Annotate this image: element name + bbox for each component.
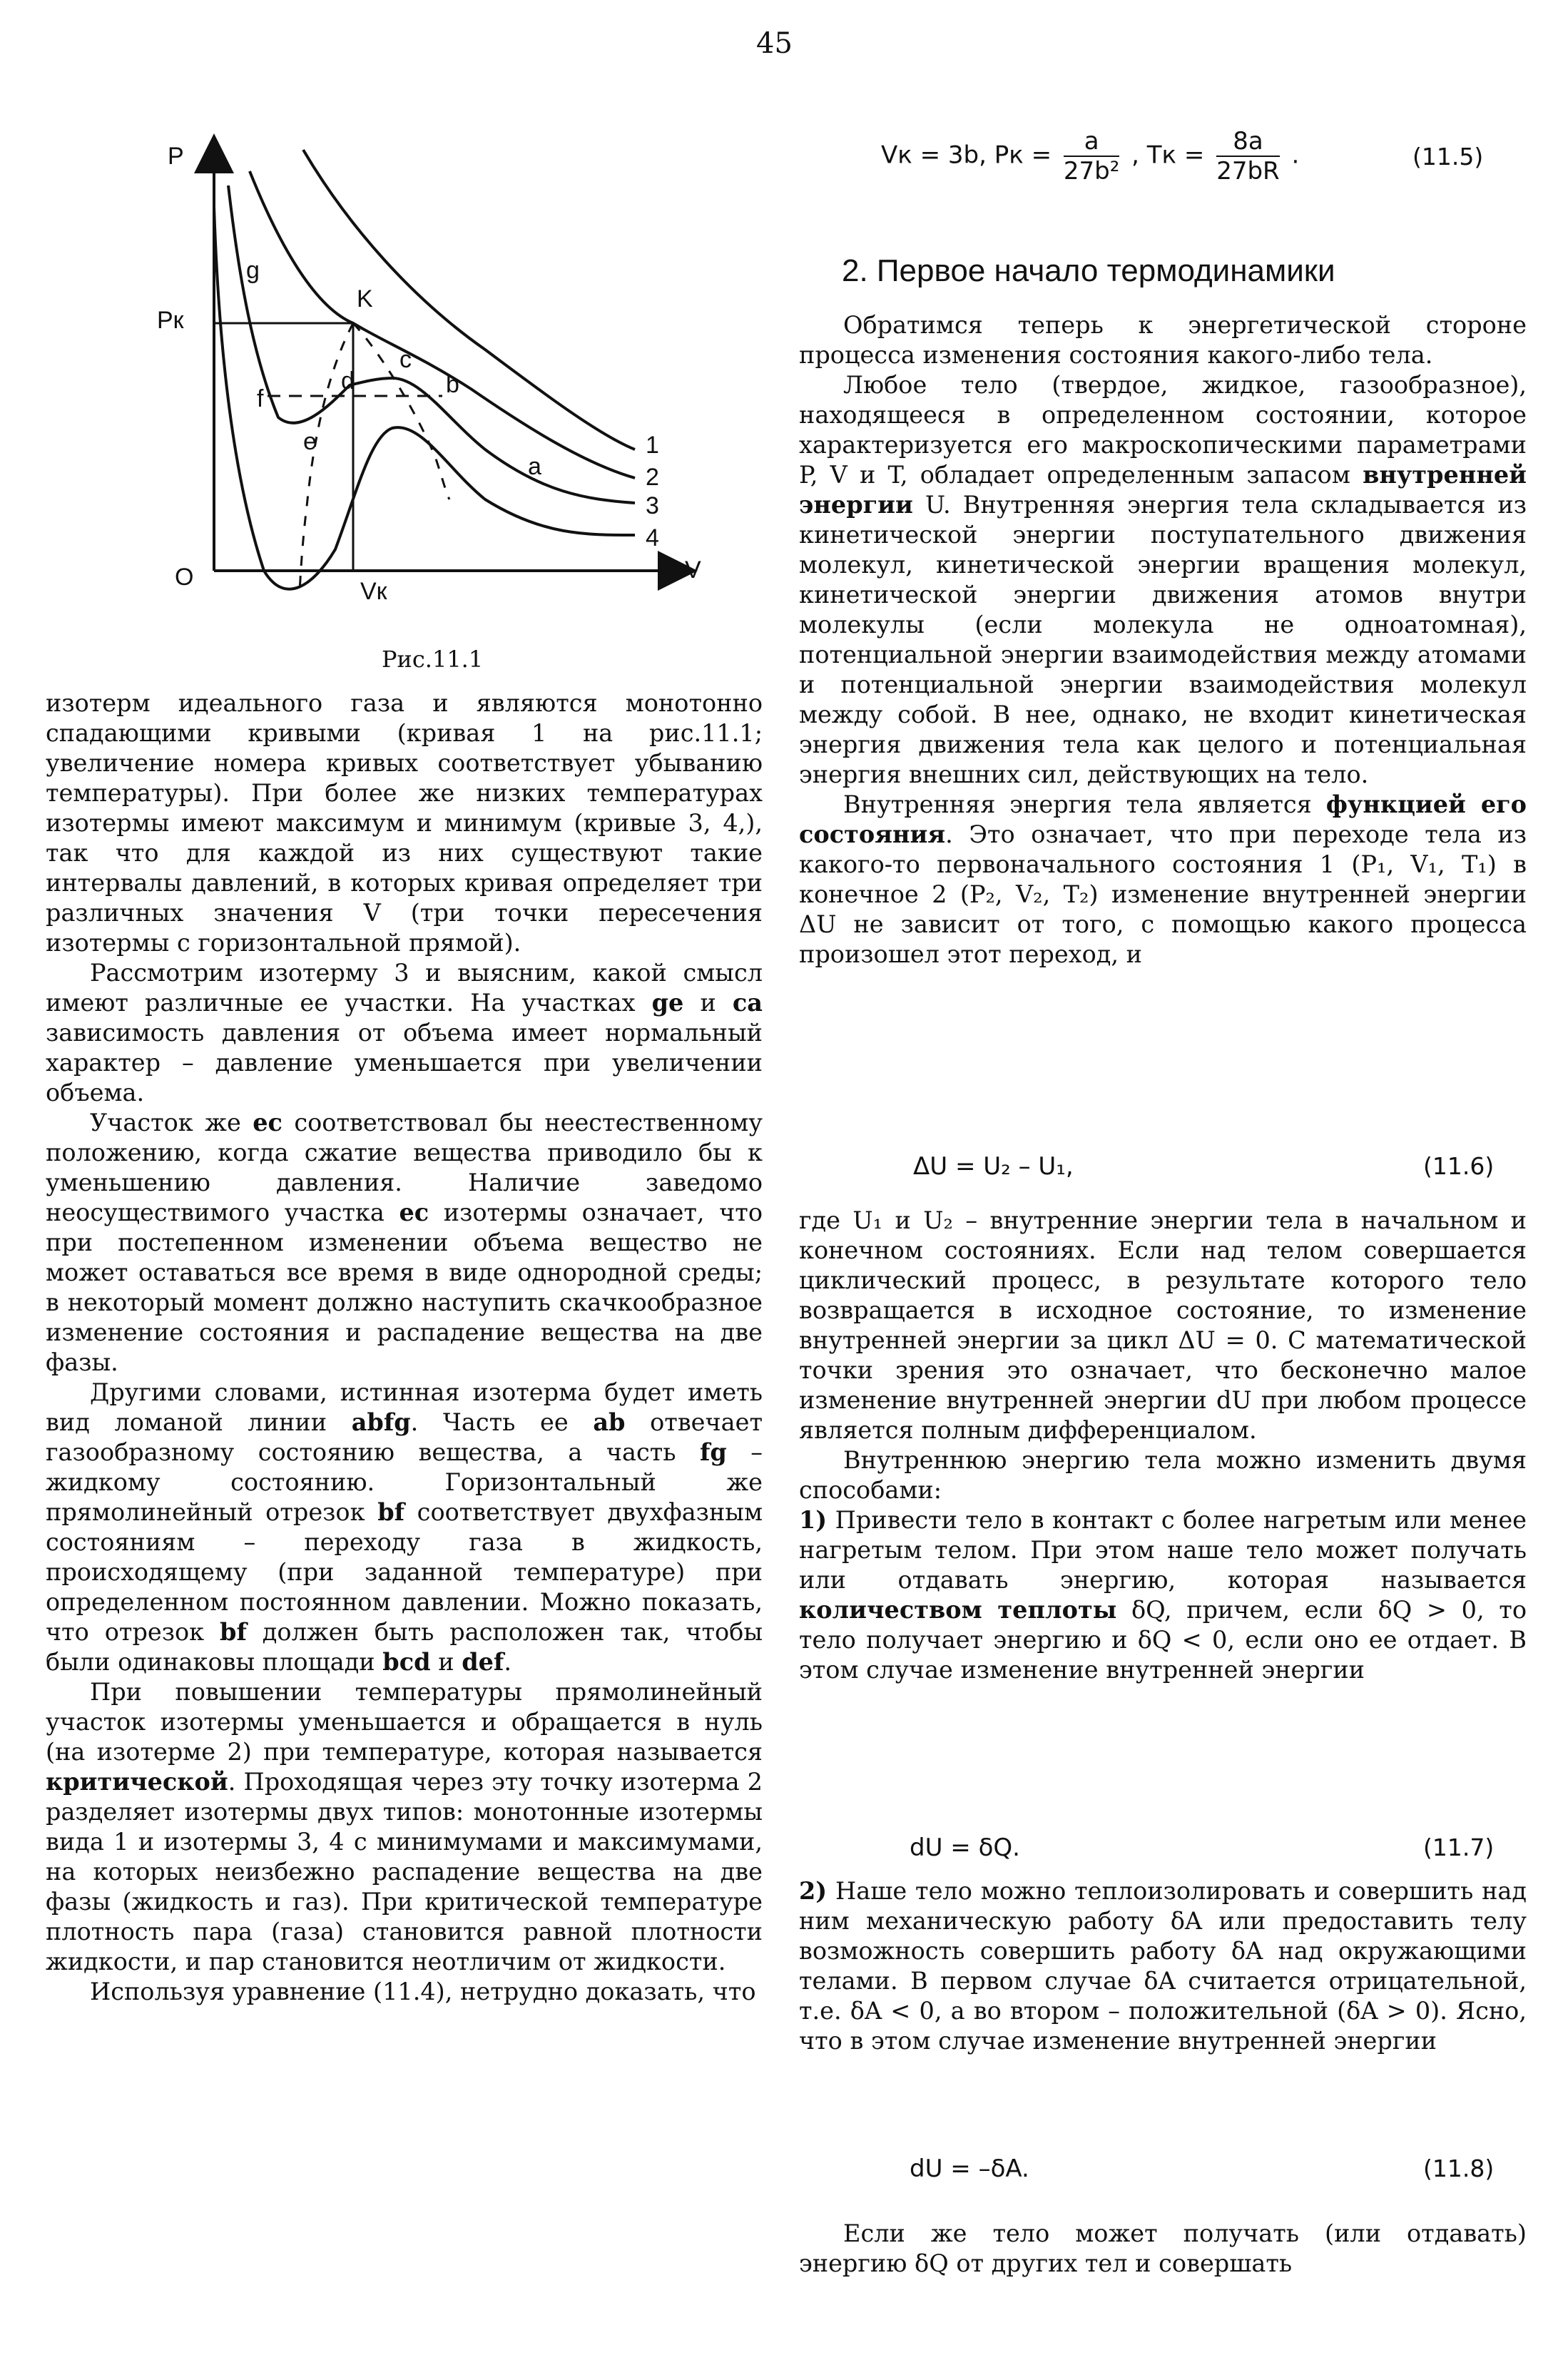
label-a: a: [528, 453, 541, 480]
right-paragraph-8: Если же тело может получать (или отдавать) энергию δQ от других тел и совершать: [799, 2219, 1527, 2277]
label-o: O: [175, 564, 194, 591]
label-b: b: [446, 371, 459, 398]
label-g: g: [246, 257, 260, 284]
isotherm-4: [214, 207, 635, 589]
left-paragraph-5: При повышении температуры прямолинейный участок изотермы уменьшается и обращается в нуль (на изотерме 2) при температуре, которая называется критической. Проходящая через эту точку изотерма 2 разделяет изотермы двух типов: монотонные изотермы вида 1 и изотермы 3, 4 с минимумами и максимумами, на которых неизбежно распадение вещества на две фазы (жидкость и газ). При критической температуре плотность пара (газа) становится равной плотности жидкости, и пар становится неотличим от жидкости.: [46, 1678, 763, 1975]
left-column: [46, 688, 763, 2007]
equation-11-8: dU = –δA.: [910, 2155, 1029, 2183]
left-paragraph-4: Другими словами, истинная изотерма будет иметь вид ломаной линии abfg. Часть ее ab отвечает газообразному состоянию вещества, а часть fg – жидкому состоянию. Горизонтальный же прямолинейный отрезок bf соответствует двухфазным состояниям – переходу газа в жидкость, происходящему (при заданной температуре) при определенном постоянном давлении. Можно показать, что отрезок bf должен быть расположен так, чтобы были одинаковы площади bcd и def.: [46, 1378, 763, 1676]
left-paragraph-2: Рассмотрим изотерму 3 и выясним, какой смысл имеют различные ее участки. На участках ge и ca зависимость давления от объема имеет нормальный характер – давление уменьшается при увеличении объема.: [46, 959, 763, 1107]
figure-isotherms: [114, 136, 699, 692]
equation-11-5-number: (11.5): [1412, 143, 1484, 171]
label-pk: Pк: [157, 307, 184, 334]
equation-11-5: Vк = 3b, Pк = $\frac{a}{\text{27b²}}$ , Tк = $\frac{8a}{27bR}$ .: [881, 127, 1300, 185]
isotherm-3: [228, 185, 635, 503]
label-d: d: [341, 367, 355, 395]
label-curve-3: 3: [646, 492, 659, 519]
left-paragraph-3: Участок же ec соответствовал бы неестественному положению, когда сжатие вещества приводило бы к уменьшению давления. Наличие заведомо неосуществимого участка ec изотермы означает, что при постепенном изменении объема вещество не может оставаться все время в виде однородной среды; в некоторый момент должно наступить скачкообразное изменение состояния и распадение вещества на две фазы.: [46, 1109, 763, 1376]
label-curve-4: 4: [646, 524, 659, 551]
label-v: V: [685, 556, 701, 584]
right-paragraph-2: Любое тело (твердое, жидкое, газообразное), находящееся в определенном состоянии, которое характеризуется его макроскопическими параметрами P, V и T, обладает определенным запасом внутренней энергии U. Внутренняя энергия тела складывается из кинетической энергии поступательного движения молекул, кинетической энергии вращения молекул, кинетической энергии движения атомов внутри молекулы (если молекула не одноатомная), потенциальной энергии взаимодействия между атомами и потенциальной энергии взаимодействия молекул между собой. В нее, однако, не входит кинетическая энергия движения тела как целого и потенциальная энергия внешних сил, действующих на тело.: [799, 371, 1527, 788]
right-column-middle: [799, 1206, 1527, 1685]
right-column-lower: [799, 1876, 1527, 2056]
left-paragraph-6: Используя уравнение (11.4), нетрудно доказать, что: [90, 1978, 756, 2005]
right-paragraph-4: где U₁ и U₂ – внутренние энергии тела в начальном и конечном состояниях. Если над телом совершается циклический процесс, в результате которого тело возвращается в исходное состояние, то изменение внутренней энергии за цикл ΔU = 0. С математической точки зрения это означает, что бесконечно малое изменение внутренней энергии dU при любом процессе является полным дифференциалом.: [799, 1206, 1527, 1444]
label-f: f: [257, 385, 264, 412]
isotherm-plot: [114, 136, 699, 692]
equation-11-7: dU = δQ.: [910, 1833, 1020, 1862]
equation-11-6-number: (11.6): [1423, 1152, 1495, 1180]
label-curve-2: 2: [646, 464, 659, 491]
right-paragraph-7: 2) Наше тело можно теплоизолировать и совершить над ним механическую работу δA или предоставить телу возможность совершить работу δA над окружающими телами. В первом случае δA считается отрицательной, т.е. δA < 0, а во втором – положительной (δA > 0). Ясно, что в этом случае изменение внутренней энергии: [799, 1877, 1527, 2055]
right-column-bottom: [799, 2219, 1527, 2279]
label-p: P: [168, 143, 184, 170]
right-paragraph-5: Внутреннюю энергию тела можно изменить двумя способами:: [799, 1446, 1527, 1504]
label-c: c: [399, 346, 412, 373]
label-k: K: [357, 285, 373, 312]
right-paragraph-6: 1) Привести тело в контакт с более нагретым или менее нагретым телом. При этом наше тело может получать или отдавать энергию, которая называется количеством теплоты δQ, причем, если δQ > 0, то тело получает энергию и δQ < 0, если оно ее отдает. В этом случае изменение внутренней энергии: [799, 1506, 1527, 1684]
equation-11-6: ΔU = U₂ – U₁,: [913, 1152, 1074, 1181]
equation-11-8-number: (11.8): [1423, 2155, 1495, 2182]
label-vk: Vк: [360, 578, 387, 605]
label-e: e: [303, 428, 317, 455]
right-paragraph-3: Внутренняя энергия тела является функцией его состояния. Это означает, что при переходе тела из какого-то первоначального состояния 1 (P₁, V₁, T₁) в конечное 2 (P₂, V₂, T₂) изменение внутренней энергии ΔU не зависит от того, с помощью какого процесса произошел этот переход, и: [799, 790, 1527, 968]
right-column-top: [799, 310, 1527, 970]
label-curve-1: 1: [646, 432, 659, 459]
page-number: 45: [756, 27, 793, 60]
right-paragraph-1: Обратимся теперь к энергетической стороне процесса изменения состояния какого-либо тела.: [799, 311, 1527, 369]
spinodal: [300, 323, 353, 592]
equation-11-7-number: (11.7): [1423, 1833, 1495, 1861]
figure-caption: Рис.11.1: [382, 646, 484, 673]
left-paragraph-1: изотерм идеального газа и являются монотонно спадающими кривыми (кривая 1 на рис.11.1; увеличение номера кривых соответствует убыванию температуры). При более же низких температурах изотермы имеют максимум и минимум (кривые 3, 4,), так что для каждой из них существуют такие интервалы давлений, в которых кривая определяет три различных значения V (три точки пересечения изотермы с горизонтальной прямой).: [46, 689, 763, 957]
section-heading: 2. Первое начало термодинамики: [842, 253, 1335, 288]
